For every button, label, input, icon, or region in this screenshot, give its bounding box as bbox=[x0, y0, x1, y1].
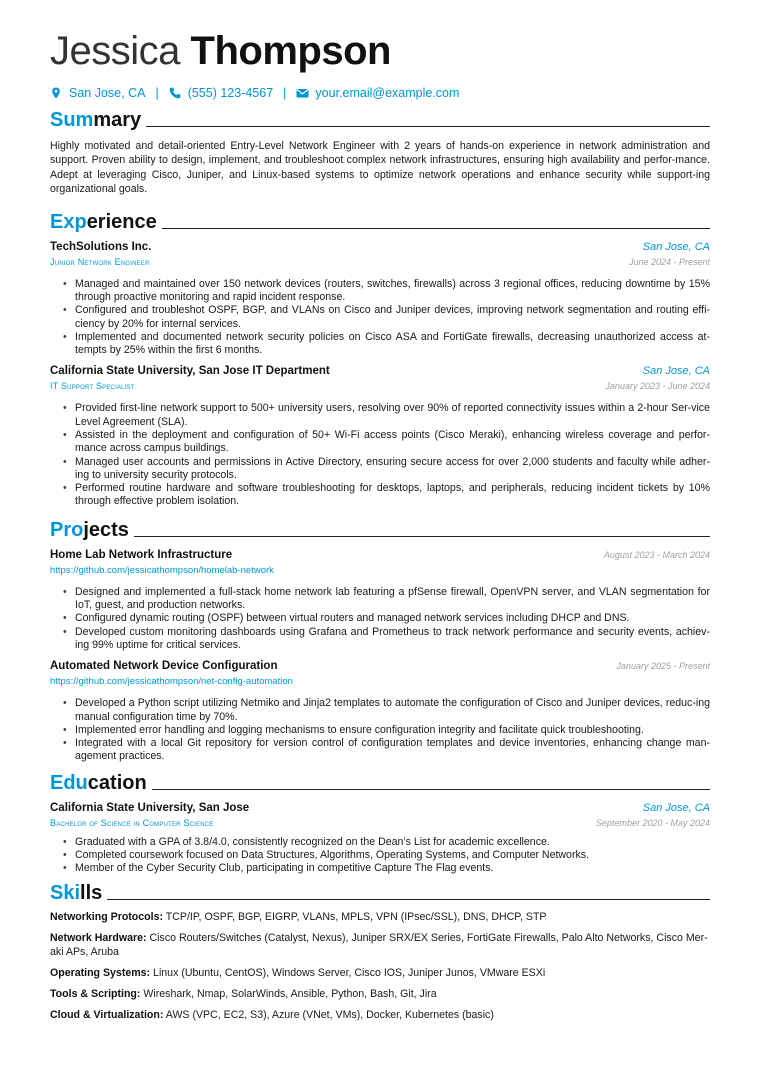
bullet-item: • Developed a Python script utilizing Netmiko and Jinja2 templates to automate the configuration of Cisco and Juniper devices, reduc-ing manual configuration time by 70%. bbox=[50, 697, 710, 724]
project-title: Automated Network Device Configuration bbox=[50, 660, 278, 673]
bullet-list bbox=[50, 278, 710, 358]
skill-value: AWS (VPC, EC2, S3), Azure (VNet, VMs), Docker, Kubernetes (basic) bbox=[165, 1008, 494, 1021]
contact-separator: | bbox=[283, 86, 287, 100]
skill-value: TCP/IP, OSPF, BGP, EIGRP, VLANs, MPLS, VPN (IPsec/SSL), DNS, DHCP, STP bbox=[165, 910, 547, 923]
location-text: San Jose, CA bbox=[69, 86, 146, 100]
skill-row bbox=[50, 987, 710, 1001]
section-rule bbox=[134, 536, 710, 537]
job-title: IT Support Specialist bbox=[50, 381, 135, 392]
skill-label: Network Hardware: bbox=[50, 931, 147, 944]
skill-label: Tools & Scripting: bbox=[50, 987, 141, 1000]
degree-name: Bachelor of Science in Computer Science bbox=[50, 817, 214, 828]
envelope-icon bbox=[296, 87, 308, 99]
bullet-item: • Completed coursework focused on Data Structures, Algorithms, Operating Systems, and Computer Networks. bbox=[50, 849, 710, 862]
experience-entry bbox=[50, 365, 710, 508]
project-dates: January 2025 - Present bbox=[616, 661, 710, 672]
project-link[interactable]: https://github.com/jessicathompson/net-config-automation bbox=[50, 676, 293, 688]
bullet-item: • Configured and troubleshot OSPF, BGP, and VLANs on Cisco and Juniper devices, improving network segmentation and routing effi-ciency by 20% for internal services. bbox=[50, 304, 710, 331]
projects-heading: Projects bbox=[50, 517, 710, 541]
project-entry bbox=[50, 549, 710, 652]
company-name: California State University, San Jose IT Department bbox=[50, 365, 330, 378]
section-rule bbox=[152, 789, 710, 790]
experience-heading: Experience bbox=[50, 209, 710, 233]
skill-label: Networking Protocols: bbox=[50, 910, 164, 923]
job-dates: June 2024 - Present bbox=[628, 256, 710, 267]
bullet-list bbox=[50, 586, 710, 652]
contact-separator: | bbox=[155, 86, 159, 100]
bullet-list bbox=[50, 836, 710, 876]
school-dates: September 2020 - May 2024 bbox=[595, 817, 710, 828]
skill-label: Operating Systems: bbox=[50, 966, 151, 979]
job-title: Junior Network Engineer bbox=[50, 256, 150, 267]
bullet-list bbox=[50, 697, 710, 763]
map-marker-icon bbox=[50, 87, 62, 99]
bullet-item: • Designed and implemented a full-stack home network lab featuring a pfSense firewall, OpenVPN server, and VLAN segmentation for IoT, guest, and production networks. bbox=[50, 586, 710, 613]
summary-text: Highly motivated and detail-oriented Entry-Level Network Engineer with 2 years of hands-on experience in network administration and support. Proven ability to design, implement, and troubleshoot complex network infrastructures, ensuring high availability and perfor-mance. Adept at leveraging Cisco, Juniper, and Linux-based systems to optimize network operations and enhance security while support-ing organizational goals. bbox=[50, 140, 710, 196]
skill-row bbox=[50, 931, 710, 959]
bullet-item: • Provided first-line network support to 500+ university users, resolving over 90% of reported connectivity issues within a 2-hour Ser-vice Level Agreement (SLA). bbox=[50, 402, 710, 429]
company-name: TechSolutions Inc. bbox=[50, 240, 152, 253]
skill-label: Cloud & Virtualization: bbox=[50, 1008, 164, 1021]
skill-row bbox=[50, 1008, 710, 1022]
school-location: San Jose, CA bbox=[642, 801, 710, 814]
experience-entry bbox=[50, 241, 710, 358]
project-dates: August 2023 - March 2024 bbox=[603, 549, 710, 560]
section-rule bbox=[146, 126, 710, 127]
bullet-item: • Implemented error handling and logging mechanisms to ensure configuration integrity and facilitate quick troubleshooting. bbox=[50, 724, 710, 737]
skills-list bbox=[50, 910, 710, 1022]
skill-value: Wireshark, Nmap, SolarWinds, Ansible, Python, Bash, Git, Jira bbox=[143, 987, 437, 1000]
job-location: San Jose, CA bbox=[642, 240, 710, 253]
candidate-name bbox=[50, 0, 710, 75]
last-name: Thompson bbox=[190, 29, 391, 73]
project-title: Home Lab Network Infrastructure bbox=[50, 548, 233, 561]
bullet-item: • Integrated with a local Git repository for version control of configuration templates and device inventories, enhancing change man-agement practices. bbox=[50, 737, 710, 764]
job-dates: January 2023 - June 2024 bbox=[605, 381, 710, 392]
summary-heading: Summary bbox=[50, 107, 710, 131]
contact-bar bbox=[50, 85, 710, 101]
bullet-item: • Developed custom monitoring dashboards using Grafana and Prometheus to track network performance and security events, achiev-ing 99% uptime for critical services. bbox=[50, 626, 710, 653]
school-name: California State University, San Jose bbox=[50, 801, 250, 814]
first-name: Jessica bbox=[50, 29, 180, 73]
project-link[interactable]: https://github.com/jessicathompson/homelab-network bbox=[50, 564, 274, 576]
education-heading: Education bbox=[50, 770, 710, 794]
bullet-item: • Graduated with a GPA of 3.8/4.0, consistently recognized on the Dean’s List for academic excellence. bbox=[50, 836, 710, 849]
skill-value: Cisco Routers/Switches (Catalyst, Nexus), Juniper SRX/EX Series, FortiGate Firewalls, Palo Alto Networks, Cisco Mer-aki APs, Aruba bbox=[50, 931, 708, 958]
section-rule bbox=[162, 228, 710, 229]
section-rule bbox=[107, 899, 710, 900]
skill-value: Linux (Ubuntu, CentOS), Windows Server, Cisco IOS, Juniper Junos, VMware ESXi bbox=[153, 966, 546, 979]
bullet-list bbox=[50, 402, 710, 508]
skill-row bbox=[50, 966, 710, 980]
phone-link[interactable]: (555) 123-4567 bbox=[187, 86, 274, 100]
email-link[interactable]: your.email@example.com bbox=[315, 86, 460, 100]
phone-icon bbox=[169, 87, 181, 99]
bullet-item: • Managed and maintained over 150 network devices (routers, switches, firewalls) across 3 regional offices, reducing downtime by 15% through proactive monitoring and rapid incident response. bbox=[50, 278, 710, 305]
bullet-item: • Performed routine hardware and software troubleshooting for desktops, laptops, and peripherals, reducing incident tickets by 10% through effective problem isolation. bbox=[50, 482, 710, 509]
bullet-item: • Assisted in the deployment and configuration of 50+ Wi-Fi access points (Cisco Meraki), enhancing wireless coverage and perfor-mance across campus buildings. bbox=[50, 429, 710, 456]
job-location: San Jose, CA bbox=[642, 365, 710, 378]
education-entry bbox=[50, 802, 710, 876]
bullet-item: • Member of the Cyber Security Club, participating in competitive Capture The Flag events. bbox=[50, 862, 710, 875]
bullet-item: • Implemented and documented network security policies on Cisco ASA and FortiGate firewalls, decreasing unauthorized access at-tempts by 25% within the first 6 months. bbox=[50, 331, 710, 358]
skills-heading: Skills bbox=[50, 880, 710, 904]
bullet-item: • Managed user accounts and permissions in Active Directory, ensuring secure access for over 2,000 students and faculty while adher-ing to university security protocols. bbox=[50, 456, 710, 483]
skill-row bbox=[50, 910, 710, 924]
bullet-item: • Configured dynamic routing (OSPF) between virtual routers and managed network services including DHCP and DNS. bbox=[50, 612, 710, 625]
project-entry bbox=[50, 660, 710, 763]
